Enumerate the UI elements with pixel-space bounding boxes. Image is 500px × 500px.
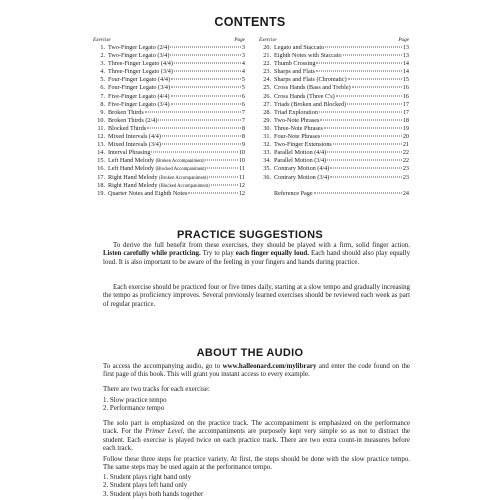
toc-entry-title: [108, 101, 170, 109]
toc-entry-title: [108, 68, 173, 76]
toc-entry-page: 20: [402, 133, 409, 141]
practice-p1-emphasis-listen: Listen carefully while practicing.: [103, 250, 201, 258]
toc-entry-title-text: Quarter Notes and Eighth Notes: [108, 189, 188, 197]
toc-dot-leader: [321, 136, 402, 137]
audio-step-item: 2. Student plays left hand only: [103, 482, 188, 490]
toc-entry-title: [108, 125, 146, 133]
toc-dot-leader: [170, 55, 240, 56]
toc-entry: [259, 133, 409, 141]
toc-entry-number: 36.: [263, 173, 271, 181]
toc-header-exercise: Exercise: [93, 37, 111, 43]
toc-entry-number: 15.: [97, 157, 105, 165]
audio-paragraph-2: There are two tracks for each exercise:: [103, 386, 210, 393]
audio-track-item: 1. Slow practice tempo: [103, 397, 167, 404]
toc-header-page: Page: [398, 37, 409, 43]
toc-entry-page: 17: [402, 100, 409, 108]
toc-entry-page: 23: [402, 165, 409, 173]
practice-p1-emphasis-finger: each finger equally loud.: [235, 250, 309, 258]
toc-dot-leader: [314, 192, 402, 193]
toc-entry: [259, 141, 409, 149]
audio-step-item: 3. Student plays both hands together: [103, 490, 204, 498]
toc-entry-title: [108, 109, 144, 117]
toc-entry: [93, 125, 245, 133]
toc-entry-number: 18.: [97, 181, 105, 189]
toc-entry-page: 22: [402, 149, 409, 157]
toc-entry-page: 21: [402, 141, 409, 149]
toc-entry-title-text: Broken Thirds (2/4): [108, 116, 158, 124]
toc-entry: [93, 190, 245, 198]
toc-entry-title-text: Three-Finger Legato (4/4): [108, 60, 173, 68]
toc-entry-title: [108, 141, 161, 149]
toc-entry-title-text: Mixed Intervals (3/4): [108, 141, 161, 149]
toc-entry-title-text: Blocked Thirds: [108, 124, 147, 132]
toc-dot-leader: [316, 63, 401, 64]
toc-entry: [93, 109, 245, 117]
toc-entry-title-text: Four-Note Phrases: [274, 133, 321, 141]
toc-entry-title-text: Left Hand Melody: [108, 157, 156, 165]
practice-p1-text-a: To derive the full benefit from these exercises, they should be played with a firm, solid finger action.: [113, 242, 410, 249]
toc-entry-title-text: Five-Finger Legato (4/4): [108, 92, 170, 100]
toc-entry: [259, 109, 409, 117]
toc-entry-title: [108, 60, 173, 68]
audio-paragraph-3: [103, 420, 410, 453]
toc-entry-title-text: Reference Page: [274, 189, 313, 197]
toc-entry-title: [274, 101, 346, 109]
toc-dot-leader: [330, 176, 401, 177]
toc-dot-leader: [174, 71, 241, 72]
toc-entry-page: 22: [402, 157, 409, 165]
audio-library-url[interactable]: www.halleonard.com/mylibrary: [222, 363, 317, 370]
toc-entry-number: 29.: [263, 116, 271, 124]
toc-entry-number: 1.: [100, 44, 105, 51]
toc-entry-page: 14: [402, 60, 409, 68]
toc-entry-title-text: Sharps and Flats: [274, 68, 315, 76]
toc-entry: [259, 93, 409, 101]
toc-entry-title: [108, 84, 170, 92]
toc-entry-title-text: Eighth Notes with Staccato: [274, 52, 342, 60]
toc-dot-leader: [207, 168, 238, 169]
audio-paragraph-1: [103, 363, 410, 380]
toc-entry-page: 6: [241, 92, 245, 100]
toc-entry-title: [274, 117, 319, 125]
audio-p3-text-b: , the accompaniments are purposely kept very simple so as not to distract the student. Each exercise is played twice on each practice track. There are two extra count-in measures before each track.: [103, 428, 410, 452]
toc-entry: [93, 76, 245, 84]
toc-entry-number: 2.: [100, 52, 105, 60]
toc-dot-leader: [320, 119, 401, 120]
toc-entry-title: [274, 76, 347, 84]
toc-entry-title: [108, 44, 169, 52]
toc-entry-number: 17.: [97, 173, 105, 181]
toc-entry-number: 19.: [97, 189, 105, 197]
toc-entry-number: 23.: [263, 68, 271, 76]
toc-entry-page: 12: [238, 181, 245, 189]
toc-entry-number: 22.: [263, 60, 271, 68]
audio-p3-text-a: The solo part is emphasized on the practice track. The accompaniment is emphasized on the performance track. For the: [103, 420, 410, 436]
audio-p1-text-b: and enter the code found on the first page of this book. This will grant you instant access to every example.: [103, 363, 410, 379]
toc-entry-page: 19: [402, 124, 409, 132]
toc-entry-title-text: Triads (Broken and Blocked): [274, 100, 347, 108]
toc-dot-leader: [158, 119, 241, 120]
toc-entry: [93, 101, 245, 109]
toc-dot-leader: [170, 47, 240, 48]
toc-dot-leader: [209, 176, 238, 177]
toc-entry: [259, 117, 409, 125]
toc-entry-title-text: Contrary Motion (4/4): [274, 165, 330, 173]
toc-entry-page: 5: [241, 84, 245, 92]
toc-header-page: Page: [234, 37, 245, 43]
toc-entry-number: 16.: [97, 165, 105, 173]
toc-dot-leader: [325, 47, 402, 48]
toc-entry-title-text: Right Hand Melody: [108, 181, 160, 189]
toc-dot-leader: [336, 95, 402, 96]
toc-entry-title-text: Cross Hands (Three C's): [274, 92, 335, 100]
toc-entry-page: 15: [402, 76, 409, 84]
audio-track-list: [103, 397, 167, 414]
audio-step-item: 1. Student plays right hand only: [103, 474, 192, 481]
contents-heading: CONTENTS: [214, 15, 286, 29]
toc-entry-title-text: Three-Note Phrases: [274, 124, 323, 132]
toc-dot-leader: [188, 192, 237, 193]
toc-dot-leader: [319, 111, 402, 112]
toc-entry-number: 27.: [263, 100, 271, 108]
toc-entry-title-text: Two-Finger Extensions: [274, 141, 332, 149]
toc-entry-page: 24: [402, 189, 409, 197]
toc-entry: [93, 44, 245, 52]
toc-dot-leader: [316, 71, 402, 72]
toc-entry-page: 13: [402, 52, 409, 60]
toc-entry: [93, 182, 245, 190]
toc-entry-number: 3.: [100, 60, 105, 68]
toc-entry-subtitle: (Blocked Accompaniment): [159, 183, 210, 189]
toc-entry-title-text: Two-Note Phrases: [274, 116, 320, 124]
toc-entry-page: 10: [238, 149, 245, 157]
toc-entry: [93, 93, 245, 101]
toc-entry-title: [108, 149, 150, 157]
practice-p1-text-e: Each hand should also play equally loud. It is also important to be aware of the feeling in your fingers and hands during practice.: [103, 250, 411, 266]
toc-entry-page: 11: [239, 173, 245, 181]
toc-entry-number: 24.: [263, 76, 271, 84]
toc-entry-page: 8: [241, 133, 245, 141]
toc-entry-number: 32.: [263, 141, 271, 149]
audio-p1-text-a: To access the accompanying audio, go to: [103, 363, 223, 370]
toc-entry-page: 17: [402, 108, 409, 116]
toc-entry-page: 3: [241, 44, 245, 51]
toc-entry: [259, 125, 409, 133]
toc-entry-page: 3: [241, 52, 245, 60]
toc-entry-page: 13: [402, 44, 409, 51]
toc-entry-title: [274, 93, 335, 101]
toc-dot-leader: [171, 103, 241, 104]
toc-entry-page: 4: [241, 68, 245, 76]
toc-entry-title-text: Legato and Staccato: [274, 44, 325, 51]
toc-entry-page: 11: [239, 165, 245, 173]
toc-dot-leader: [347, 103, 402, 104]
audio-paragraph-4: Follow these three steps for practice variety. At first, the steps should be done with the slow practice tempo. The same steps may be used again at the performance tempo.: [103, 456, 410, 472]
toc-left-column: [93, 36, 245, 198]
toc-entry: [259, 84, 409, 92]
toc-entry-title: [274, 141, 332, 149]
toc-entry: [93, 165, 245, 173]
toc-entry: [93, 133, 245, 141]
toc-right-header: [259, 36, 409, 44]
toc-entry: [93, 141, 245, 149]
toc-entry-number: 33.: [263, 149, 271, 157]
toc-entry-page: 16: [402, 84, 409, 92]
toc-dot-leader: [174, 63, 241, 64]
toc-entry-number: 26.: [263, 92, 271, 100]
toc-dot-leader: [327, 152, 402, 153]
toc-entry-page: 5: [241, 76, 245, 84]
toc-entry-title-text: Thumb Crossing: [274, 60, 316, 68]
toc-entry-page: 23: [402, 173, 409, 181]
toc-entry-title-text: Five-Finger Legato (3/4): [108, 100, 170, 108]
toc-dot-leader: [348, 79, 402, 80]
toc-entry-page: 7: [241, 116, 245, 124]
toc-entry-title: [274, 133, 320, 141]
toc-entry-number: 31.: [263, 133, 271, 141]
toc-entry: [259, 44, 409, 52]
toc-entry: [259, 157, 409, 165]
toc-entry-title: [108, 52, 169, 60]
toc-entry-title-text: Interval Phrasing: [108, 149, 151, 157]
toc-entry-title-text: Two-Finger Legato (3/4): [108, 52, 170, 60]
toc-entry-title-text: Four-Finger Legato (4/4): [108, 76, 171, 84]
toc-entry-page: 4: [241, 60, 245, 68]
toc-entry: [259, 60, 409, 68]
toc-entry: [93, 157, 245, 165]
toc-entry-page: 10: [238, 157, 245, 165]
toc-entry-number: 30.: [263, 124, 271, 132]
toc-header-exercise: Exercise: [259, 37, 277, 43]
toc-dot-leader: [211, 184, 238, 185]
toc-right-column: [259, 36, 409, 198]
toc-entry-number: 5.: [100, 76, 105, 84]
audio-p3-primer-level: Primer Level: [145, 428, 183, 436]
toc-entry-title: [108, 117, 157, 125]
toc-entry: [93, 68, 245, 76]
toc-entry-title-text: Three-Finger Legato (3/4): [108, 68, 173, 76]
toc-entry: [259, 101, 409, 109]
toc-entry-number: 4.: [100, 68, 105, 76]
toc-entry-title-text: Sharps and Flats (Chromatic): [274, 76, 347, 84]
toc-dot-leader: [151, 152, 237, 153]
toc-entry-title-text: Parallel Motion (3/4): [274, 157, 327, 165]
toc-entry: [93, 60, 245, 68]
toc-entry: [93, 149, 245, 157]
toc-dot-leader: [145, 111, 241, 112]
toc-entry: [259, 149, 409, 157]
toc-entry: [259, 68, 409, 76]
toc-entry: [93, 52, 245, 60]
toc-entry-number: 35.: [263, 165, 271, 173]
toc-entry-page: 18: [402, 116, 409, 124]
toc-entry-page: 16: [402, 92, 409, 100]
toc-entry-number: 20.: [263, 44, 271, 51]
toc-dot-leader: [162, 136, 241, 137]
toc-entry-title-text: Mixed Intervals (4/4): [108, 133, 161, 141]
toc-dot-leader: [171, 95, 241, 96]
toc-entry-title-text: Two-Finger Legato (2/4): [108, 44, 170, 51]
toc-dot-leader: [324, 127, 402, 128]
toc-entry: [93, 84, 245, 92]
toc-entry-title: [274, 149, 326, 157]
toc-entry-number: 8.: [100, 100, 105, 108]
toc-entry-title-text: Left Hand Melody: [108, 165, 156, 173]
toc-entry-number: 7.: [100, 92, 105, 100]
toc-entry-number: 10.: [97, 116, 105, 124]
practice-paragraph-1: [103, 242, 410, 267]
toc-entry-number: 11.: [97, 124, 105, 132]
toc-dot-leader: [333, 144, 402, 145]
toc-entry-title: [108, 93, 170, 101]
practice-suggestions-heading: PRACTICE SUGGESTIONS: [177, 229, 323, 241]
toc-left-header: [93, 36, 245, 44]
toc-entry-subtitle: (Blocked Accompaniment): [155, 167, 207, 173]
toc-entry-title: [274, 125, 323, 133]
toc-entry-title-text: Broken Thirds: [108, 108, 144, 116]
toc-entry-subtitle: (Broken Accompaniment): [155, 159, 205, 165]
toc-entry-title: [274, 157, 326, 165]
toc-entry-title: [274, 68, 315, 76]
toc-entry-number: 6.: [100, 84, 105, 92]
toc-entry-title: [274, 165, 329, 173]
toc-entry: [259, 174, 409, 182]
toc-entry-page: 12: [238, 189, 245, 197]
toc-entry-title-text: Triad Exploration: [274, 108, 318, 116]
practice-paragraph-2: Each exercise should be practiced four or five times daily, starting at a slow tempo and gradually increasing the tempo as proficiency improves. Several previously learned exercises should be reviewed each week as part of regular practice.: [103, 284, 410, 308]
toc-entry: [93, 174, 245, 182]
toc-entry-title: [274, 44, 324, 52]
toc-entry-number: 28.: [263, 108, 271, 116]
toc-dot-leader: [171, 79, 241, 80]
toc-entry-title: [274, 52, 342, 60]
toc-entry: [93, 117, 245, 125]
toc-entry-number: 13.: [97, 141, 105, 149]
toc-entry-page: 6: [241, 100, 245, 108]
toc-entry: [259, 52, 409, 60]
audio-track-item: 2. Performance tempo: [103, 405, 165, 413]
about-audio-heading: ABOUT THE AUDIO: [196, 347, 304, 359]
practice-p1-text-c: Try to play: [200, 250, 236, 258]
toc-entry-number: 21.: [263, 52, 271, 60]
toc-entry: [259, 190, 409, 198]
toc-entry-title-text: Right Hand Melody: [108, 173, 160, 181]
toc-dot-leader: [205, 160, 237, 161]
toc-dot-leader: [147, 127, 241, 128]
toc-entry-title: [108, 133, 161, 141]
toc-entry-page: 9: [241, 141, 245, 149]
toc-entry-title-text: Parallel Motion (4/4): [274, 149, 327, 157]
toc-dot-leader: [327, 160, 402, 161]
toc-entry-number: 12.: [97, 133, 105, 141]
toc-dot-leader: [343, 55, 402, 56]
toc-dot-leader: [162, 144, 241, 145]
toc-entry-number: 14.: [97, 149, 105, 157]
toc-entry-title: [108, 190, 187, 198]
toc-entry-page: 8: [241, 124, 245, 132]
toc-entry-number: 9.: [100, 108, 105, 116]
toc-entry-number: 34.: [263, 157, 271, 165]
toc-entry-title: [274, 174, 329, 182]
toc-entry: [259, 76, 409, 84]
toc-dot-leader: [352, 87, 402, 88]
toc-entry-title-text: Four-Finger Legato (3/4): [108, 84, 171, 92]
toc-entry-number: 25.: [263, 84, 271, 92]
toc-entry-title: [274, 84, 351, 92]
toc-dot-leader: [171, 87, 241, 88]
toc-entry-title-text: Cross Hands (Bass and Treble): [274, 84, 351, 92]
audio-steps-list: [103, 474, 203, 499]
toc-entry-title-text: Contrary Motion (3/4): [274, 173, 330, 181]
toc-entry-title: [108, 76, 170, 84]
toc-entry-title: [274, 109, 318, 117]
toc-entry-page: 14: [402, 68, 409, 76]
toc-entry-subtitle: (Broken Accompaniment): [159, 175, 208, 181]
toc-entry: [259, 165, 409, 173]
toc-entry-title: [274, 60, 315, 68]
toc-dot-leader: [330, 168, 401, 169]
toc-entry-page: 7: [241, 108, 245, 116]
toc-entry-title: [274, 190, 313, 198]
